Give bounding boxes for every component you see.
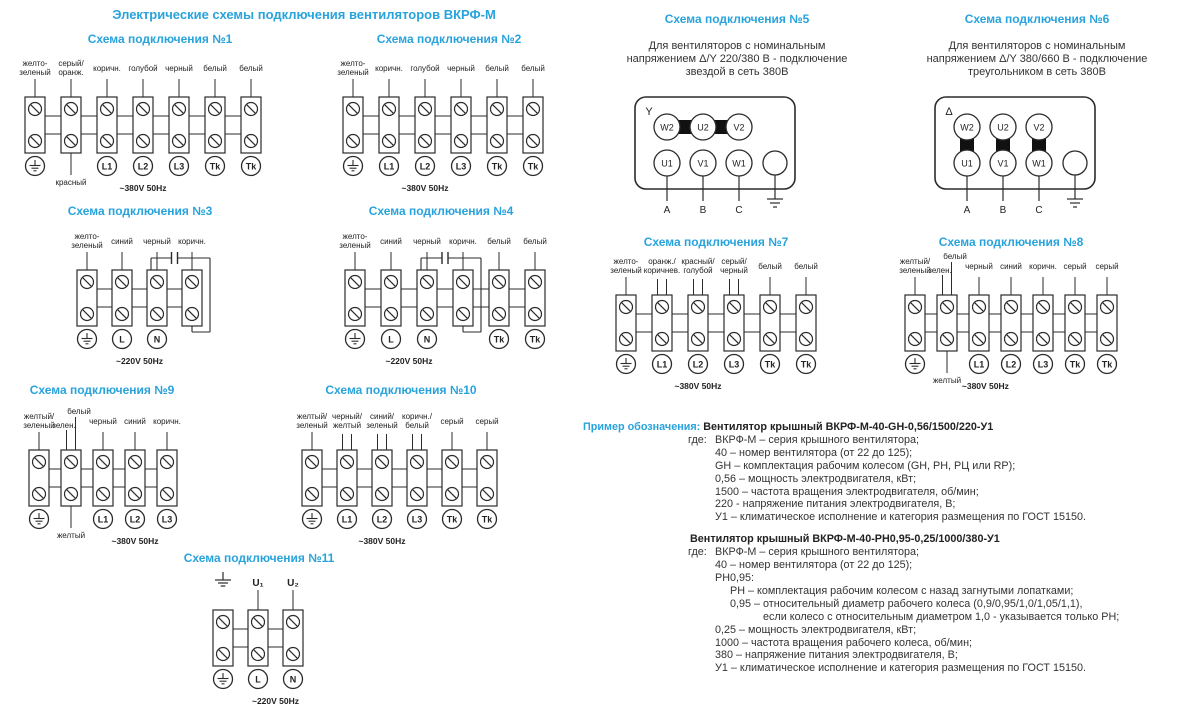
example-line: 0,25 – мощность электродвигателя, кВт; xyxy=(715,623,917,636)
example-line: 1000 – частота вращения рабочего колеса, об/мин; xyxy=(715,636,973,649)
svg-text:A: A xyxy=(963,205,971,216)
svg-text:серый: серый xyxy=(1063,262,1087,271)
example-line: 220 - напряжение питания электродвигателя, В; xyxy=(715,498,956,511)
svg-text:серый: серый xyxy=(440,417,464,426)
svg-text:красный: красный xyxy=(55,178,87,187)
scheme-7-diagram xyxy=(591,253,841,393)
svg-text:W1: W1 xyxy=(732,158,746,169)
svg-text:Tk: Tk xyxy=(209,161,221,172)
scheme-6-title: Схема подключения №6 xyxy=(964,12,1110,26)
example-line: РН – комплектация рабочим колесом с назад загнутыми лопатками; xyxy=(730,584,1074,597)
scheme-5-desc-line: напряжением Δ/Y 220/380 В - подключение xyxy=(626,53,848,65)
svg-text:черный/: черный/ xyxy=(332,412,362,421)
svg-text:черный: черный xyxy=(720,266,748,275)
svg-text:L1: L1 xyxy=(383,161,395,172)
scheme-6-description xyxy=(892,40,1182,79)
svg-text:L3: L3 xyxy=(173,161,185,172)
svg-text:Tk: Tk xyxy=(529,334,541,345)
svg-text:синий: синий xyxy=(1000,262,1022,271)
scheme-5-description xyxy=(592,40,882,79)
scheme-6-desc-line: Для вентиляторов с номинальным xyxy=(948,40,1126,52)
svg-text:синий: синий xyxy=(380,237,402,246)
svg-text:зеленый: зеленый xyxy=(610,266,642,275)
scheme-4-title: Схема подключения №4 xyxy=(368,204,514,218)
example-line: 0,56 – мощность электродвигателя, кВт; xyxy=(715,472,917,485)
scheme-10-diagram xyxy=(277,408,522,548)
svg-text:оранж.: оранж. xyxy=(58,68,84,77)
svg-text:~380V 50Hz: ~380V 50Hz xyxy=(358,536,406,546)
svg-text:L3: L3 xyxy=(411,514,423,525)
scheme-11-diagram xyxy=(188,568,328,708)
scheme-9-diagram xyxy=(4,408,202,548)
svg-text:Tk: Tk xyxy=(491,161,503,172)
scheme-11-title: Схема подключения №11 xyxy=(183,551,335,565)
svg-text:L2: L2 xyxy=(692,359,704,370)
svg-text:L: L xyxy=(119,334,125,345)
scheme-3-diagram xyxy=(52,228,227,368)
svg-text:голубой: голубой xyxy=(410,64,440,73)
svg-text:желтый: желтый xyxy=(332,421,362,430)
svg-text:~380V 50Hz: ~380V 50Hz xyxy=(674,381,722,391)
svg-text:L2: L2 xyxy=(129,514,141,525)
example-line: У1 – климатическое исполнение и категория размещения по ГОСТ 15150. xyxy=(715,511,1086,524)
svg-text:Y: Y xyxy=(645,106,653,118)
example-item-title xyxy=(583,421,1183,434)
svg-text:коричн.: коричн. xyxy=(178,237,206,246)
example-line: 1500 – частота вращения электродвигателя, об/мин; xyxy=(715,485,979,498)
svg-text:желтый: желтый xyxy=(932,376,962,385)
svg-text:L1: L1 xyxy=(101,161,113,172)
example-line: где: ВКРФ-М – серия крышного вентилятора; xyxy=(688,433,920,446)
svg-text:белый: белый xyxy=(239,64,263,73)
svg-text:C: C xyxy=(735,205,743,216)
svg-text:N: N xyxy=(423,334,431,345)
svg-text:голубой: голубой xyxy=(128,64,158,73)
svg-text:зеленый: зеленый xyxy=(337,68,369,77)
scheme-5-title: Схема подключения №5 xyxy=(664,12,810,26)
svg-text:белый: белый xyxy=(405,421,429,430)
svg-text:синий/: синий/ xyxy=(369,412,395,421)
svg-text:~380V 50Hz: ~380V 50Hz xyxy=(961,381,1009,391)
svg-text:~220V 50Hz: ~220V 50Hz xyxy=(251,696,300,706)
scheme-7-title: Схема подключения №7 xyxy=(643,235,789,249)
example-line: 40 – номер вентилятора (от 22 до 125); xyxy=(715,446,913,459)
svg-text:серый: серый xyxy=(1095,262,1119,271)
svg-text:N: N xyxy=(153,334,161,345)
svg-text:желтый: желтый xyxy=(56,531,86,540)
example-item xyxy=(583,421,1183,524)
svg-text:желтый/: желтый/ xyxy=(23,412,55,421)
svg-text:голубой: голубой xyxy=(683,266,713,275)
svg-text:черный: черный xyxy=(143,237,171,246)
svg-text:желто-: желто- xyxy=(74,232,100,241)
svg-text:W1: W1 xyxy=(1032,158,1046,169)
svg-text:Tk: Tk xyxy=(446,514,458,525)
scheme-8-diagram xyxy=(880,253,1142,393)
svg-text:зеленый: зеленый xyxy=(19,68,51,77)
svg-text:желто-: желто- xyxy=(22,59,48,68)
scheme-5-diagram xyxy=(627,89,807,219)
svg-text:синий: синий xyxy=(111,237,133,246)
svg-text:белый: белый xyxy=(943,253,967,261)
svg-text:серый/: серый/ xyxy=(58,59,84,68)
svg-text:черный: черный xyxy=(89,417,117,426)
scheme-1-diagram xyxy=(0,55,286,195)
scheme-5-desc-line: звездой в сеть 380В xyxy=(685,66,789,78)
svg-text:белый: белый xyxy=(521,64,545,73)
svg-text:C: C xyxy=(1035,205,1043,216)
scheme-8-title: Схема подключения №8 xyxy=(938,235,1084,249)
svg-text:L1: L1 xyxy=(656,359,668,370)
svg-text:Tk: Tk xyxy=(1101,359,1113,370)
svg-text:Tk: Tk xyxy=(493,334,505,345)
svg-text:серый/: серый/ xyxy=(721,257,747,266)
example-line: 0,95 – относительный диаметр рабочего колеса (0,9/0,95/1,0/1,05/1,1), xyxy=(730,597,1083,610)
svg-text:V1: V1 xyxy=(997,158,1009,169)
svg-text:U2: U2 xyxy=(697,122,709,133)
example-line: 380 – напряжение питания электродвигателя, В; xyxy=(715,649,958,662)
svg-text:белый: белый xyxy=(758,262,782,271)
svg-text:U₂: U₂ xyxy=(287,578,299,589)
svg-text:L3: L3 xyxy=(728,359,740,370)
example-label: Пример обозначения: xyxy=(583,421,704,433)
svg-text:желто-: желто- xyxy=(340,59,366,68)
svg-text:желтый/: желтый/ xyxy=(899,257,931,266)
svg-text:~380V 50Hz: ~380V 50Hz xyxy=(401,183,449,193)
example-title-text: Вентилятор крышный ВКРФ-М-40-РН0,95-0,25/1000/380-У1 xyxy=(690,533,1000,546)
svg-text:желто-: желто- xyxy=(613,257,639,266)
svg-text:A: A xyxy=(663,205,671,216)
svg-text:коричн.: коричн. xyxy=(449,237,477,246)
example-where: где: xyxy=(688,433,707,446)
example-item xyxy=(583,533,1183,675)
scheme-2-diagram xyxy=(318,55,568,195)
svg-text:черный: черный xyxy=(447,64,475,73)
svg-text:Tk: Tk xyxy=(245,161,257,172)
svg-text:B: B xyxy=(699,205,707,216)
svg-text:Δ: Δ xyxy=(945,106,953,118)
svg-text:U1: U1 xyxy=(961,158,973,169)
svg-text:Tk: Tk xyxy=(527,161,539,172)
svg-text:L2: L2 xyxy=(419,161,431,172)
svg-text:L1: L1 xyxy=(973,359,985,370)
svg-text:L3: L3 xyxy=(161,514,173,525)
svg-text:L2: L2 xyxy=(376,514,388,525)
svg-text:желтый/: желтый/ xyxy=(296,412,328,421)
svg-text:черный: черный xyxy=(413,237,441,246)
svg-text:черный: черный xyxy=(965,262,993,271)
scheme-1-title: Схема подключения №1 xyxy=(87,32,233,46)
svg-text:V2: V2 xyxy=(1033,122,1045,133)
svg-text:~380V 50Hz: ~380V 50Hz xyxy=(119,183,167,193)
scheme-2-title: Схема подключения №2 xyxy=(376,32,522,46)
designation-example xyxy=(583,421,1183,675)
page-title: Электрические схемы подключения вентиляторов ВКРФ-М xyxy=(112,7,496,22)
svg-text:L1: L1 xyxy=(341,514,353,525)
svg-text:L: L xyxy=(255,674,261,685)
svg-text:V2: V2 xyxy=(733,122,745,133)
example-line: У1 – климатическое исполнение и категория размещения по ГОСТ 15150. xyxy=(715,662,1086,675)
svg-text:синий: синий xyxy=(124,417,146,426)
svg-text:зеленый: зеленый xyxy=(23,421,55,430)
example-title-text: Вентилятор крышный ВКРФ-М-40-GH-0,56/1500/220-У1 xyxy=(703,421,994,433)
svg-text:белый: белый xyxy=(523,237,547,246)
svg-text:L3: L3 xyxy=(455,161,467,172)
svg-text:зеленый: зеленый xyxy=(339,241,371,250)
scheme-10-title: Схема подключения №10 xyxy=(325,383,477,397)
example-line: РН0,95: xyxy=(715,571,755,584)
svg-text:белый: белый xyxy=(794,262,818,271)
svg-text:зелен.: зелен. xyxy=(928,266,952,275)
svg-text:желто-: желто- xyxy=(342,232,368,241)
svg-text:белый: белый xyxy=(67,408,91,416)
svg-text:~220V 50Hz: ~220V 50Hz xyxy=(115,356,164,366)
svg-text:Tk: Tk xyxy=(800,359,812,370)
svg-text:оранж./: оранж./ xyxy=(648,257,676,266)
scheme-5-desc-line: Для вентиляторов с номинальным xyxy=(648,40,826,52)
scheme-4-diagram xyxy=(320,228,570,368)
svg-text:коричнев.: коричнев. xyxy=(643,266,681,275)
svg-text:серый: серый xyxy=(475,417,499,426)
svg-text:зеленый: зеленый xyxy=(296,421,328,430)
scheme-6-desc-line: треугольником в сеть 380В xyxy=(967,66,1106,78)
svg-text:U2: U2 xyxy=(997,122,1009,133)
svg-text:зелен.: зелен. xyxy=(52,421,76,430)
svg-text:W2: W2 xyxy=(660,122,674,133)
scheme-6-diagram xyxy=(927,89,1107,219)
svg-text:зеленый: зеленый xyxy=(71,241,103,250)
svg-text:Tk: Tk xyxy=(764,359,776,370)
svg-text:Tk: Tk xyxy=(1069,359,1081,370)
example-line: GH – комплектация рабочим колесом (GH, PH, РЦ или RP); xyxy=(715,459,1016,472)
scheme-6-desc-line: напряжением Δ/Y 380/660 В - подключение xyxy=(926,53,1148,65)
svg-text:B: B xyxy=(999,205,1007,216)
svg-text:L1: L1 xyxy=(97,514,109,525)
svg-text:Tk: Tk xyxy=(481,514,493,525)
svg-text:белый: белый xyxy=(203,64,227,73)
svg-text:L2: L2 xyxy=(137,161,149,172)
svg-text:U1: U1 xyxy=(661,158,673,169)
svg-text:зеленый: зеленый xyxy=(366,421,398,430)
example-item-title xyxy=(583,533,1183,546)
example-where: где: xyxy=(688,546,707,559)
example-line: 40 – номер вентилятора (от 22 до 125); xyxy=(715,559,913,572)
svg-text:коричн.: коричн. xyxy=(1029,262,1057,271)
svg-text:зеленый: зеленый xyxy=(899,266,931,275)
svg-text:коричн.: коричн. xyxy=(375,64,403,73)
scheme-9-title: Схема подключения №9 xyxy=(29,383,175,397)
svg-text:черный: черный xyxy=(165,64,193,73)
svg-text:L: L xyxy=(388,334,394,345)
svg-text:коричн.: коричн. xyxy=(93,64,121,73)
svg-text:N: N xyxy=(289,674,297,685)
svg-text:L3: L3 xyxy=(1037,359,1049,370)
svg-text:U₁: U₁ xyxy=(252,578,264,589)
scheme-3-title: Схема подключения №3 xyxy=(67,204,213,218)
example-line: если колесо с относительным диаметром 1,0 - указывается только РН; xyxy=(763,610,1120,623)
svg-text:белый: белый xyxy=(487,237,511,246)
svg-text:коричн./: коричн./ xyxy=(402,412,432,421)
svg-text:W2: W2 xyxy=(960,122,974,133)
svg-text:L2: L2 xyxy=(1005,359,1017,370)
svg-text:коричн.: коричн. xyxy=(153,417,181,426)
svg-text:красный/: красный/ xyxy=(681,257,715,266)
svg-text:V1: V1 xyxy=(697,158,709,169)
svg-text:~220V 50Hz: ~220V 50Hz xyxy=(385,356,433,366)
svg-text:белый: белый xyxy=(485,64,509,73)
svg-text:~380V 50Hz: ~380V 50Hz xyxy=(111,536,159,546)
example-line: где: ВКРФ-М – серия крышного вентилятора; xyxy=(688,546,920,559)
